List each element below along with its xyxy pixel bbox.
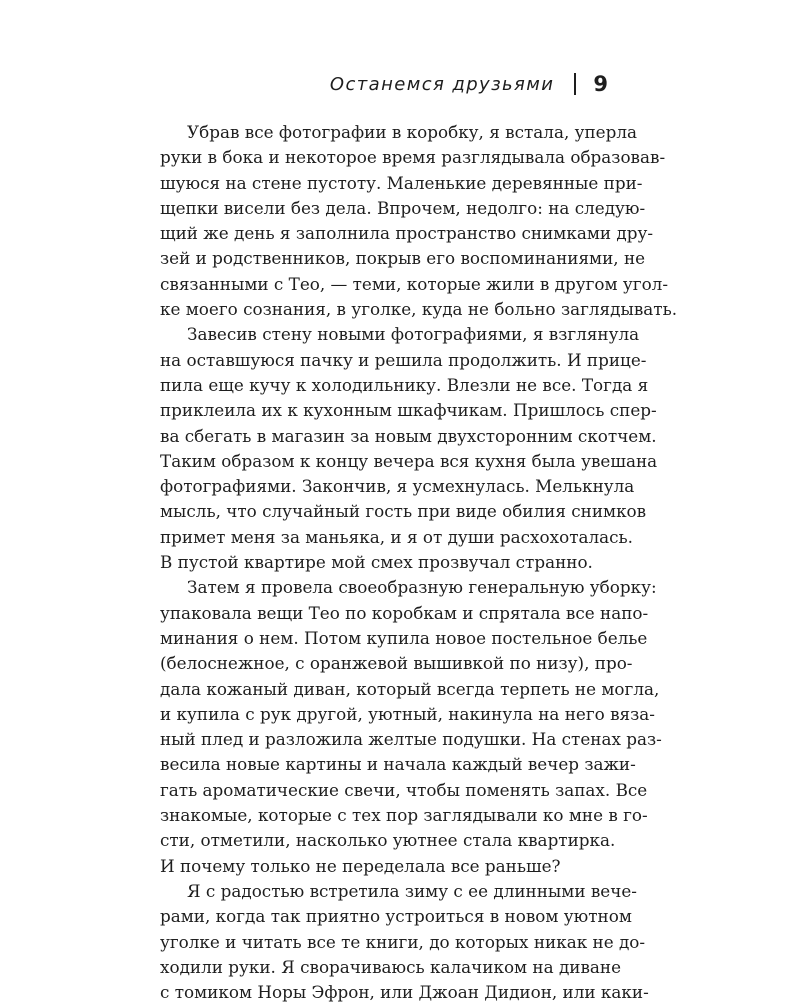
text-line: рами, когда так приятно устроиться в новом уютном — [160, 906, 632, 927]
paragraph — [160, 575, 662, 879]
text-line: В пустой квартире мой смех прозвучал странно. — [160, 552, 593, 573]
text-line: и купила с рук другой, уютный, накинула на него вяза- — [160, 703, 655, 724]
text-line: знакомые, которые с тех пор заглядывали ко мне в го- — [160, 805, 648, 826]
text-line: минания о нем. Потом купила новое постельное белье — [160, 627, 648, 648]
paragraph — [160, 879, 649, 1005]
text-line: уголке и читать все те книги, до которых никак не до- — [160, 931, 646, 952]
text-line: гать ароматические свечи, чтобы поменять запах. Все — [160, 779, 648, 800]
text-line: Затем я провела своеобразную генеральную уборку: — [187, 577, 657, 598]
text-line: Таким образом к концу вечера вся кухня была увешана — [160, 450, 658, 471]
text-line: упаковала вещи Тео по коробкам и спрятала все напо- — [160, 602, 649, 623]
paragraph — [160, 120, 678, 322]
text-line: пила еще кучу к холодильнику. Влезли не все. Тогда я — [160, 374, 649, 395]
text-line: зей и родственников, покрыв его воспоминаниями, не — [160, 248, 646, 269]
paragraph — [160, 322, 658, 575]
text-line: дала кожаный диван, который всегда терпеть не могла, — [160, 678, 660, 699]
page-number: 9 — [593, 72, 608, 96]
text-line: приклеила их к кухонным шкафчикам. Пришлось спер- — [160, 400, 657, 421]
text-line: примет меня за маньяка, и я от души расхохоталась. — [160, 526, 634, 547]
text-line: Я с радостью встретила зиму с ее длинными вече- — [187, 880, 637, 901]
running-header — [330, 66, 608, 102]
text-line: щепки висели без дела. Впрочем, недолго: на следую- — [160, 197, 646, 218]
text-line: связанными с Тео, — теми, которые жили в другом угол- — [160, 273, 669, 294]
text-line: на оставшуюся пачку и решила продолжить. И прице- — [160, 349, 647, 370]
text-line: руки в бока и некоторое время разглядывала образовав- — [160, 147, 666, 168]
running-title: Останемся друзьями — [329, 73, 555, 95]
text-line: ный плед и разложила желтые подушки. На стенах раз- — [160, 729, 662, 750]
text-line: ходили руки. Я сворачиваюсь калачиком на диване — [160, 956, 622, 977]
text-line: ке моего сознания, в уголке, куда не больно заглядывать. — [160, 299, 678, 320]
text-line: Убрав все фотографии в коробку, я встала, уперла — [187, 122, 638, 142]
text-line: весила новые картины и начала каждый вечер зажи- — [160, 754, 636, 775]
text-line: И почему только не переделала все раньше? — [160, 855, 561, 876]
text-line: шуюся на стене пустоту. Маленькие деревянные при- — [160, 172, 643, 193]
text-line: мысль, что случайный гость при виде обилия снимков — [160, 501, 647, 522]
text-line: Завесив стену новыми фотографиями, я взглянула — [187, 324, 640, 345]
body-text — [160, 120, 678, 1005]
text-line: сти, отметили, насколько уютнее стала квартирка. — [160, 830, 616, 851]
text-line: фотографиями. Закончив, я усмехнулась. Мелькнула — [160, 476, 635, 497]
text-line: с томиком Норы Эфрон, или Джоан Дидион, или каки- — [160, 982, 649, 1003]
header-divider — [574, 73, 576, 95]
text-line: ва сбегать в магазин за новым двухсторонним скотчем. — [160, 425, 657, 446]
text-line: щий же день я заполнила пространство снимками дру- — [160, 223, 654, 244]
text-line: (белоснежное, с оранжевой вышивкой по низу), про- — [160, 653, 633, 674]
